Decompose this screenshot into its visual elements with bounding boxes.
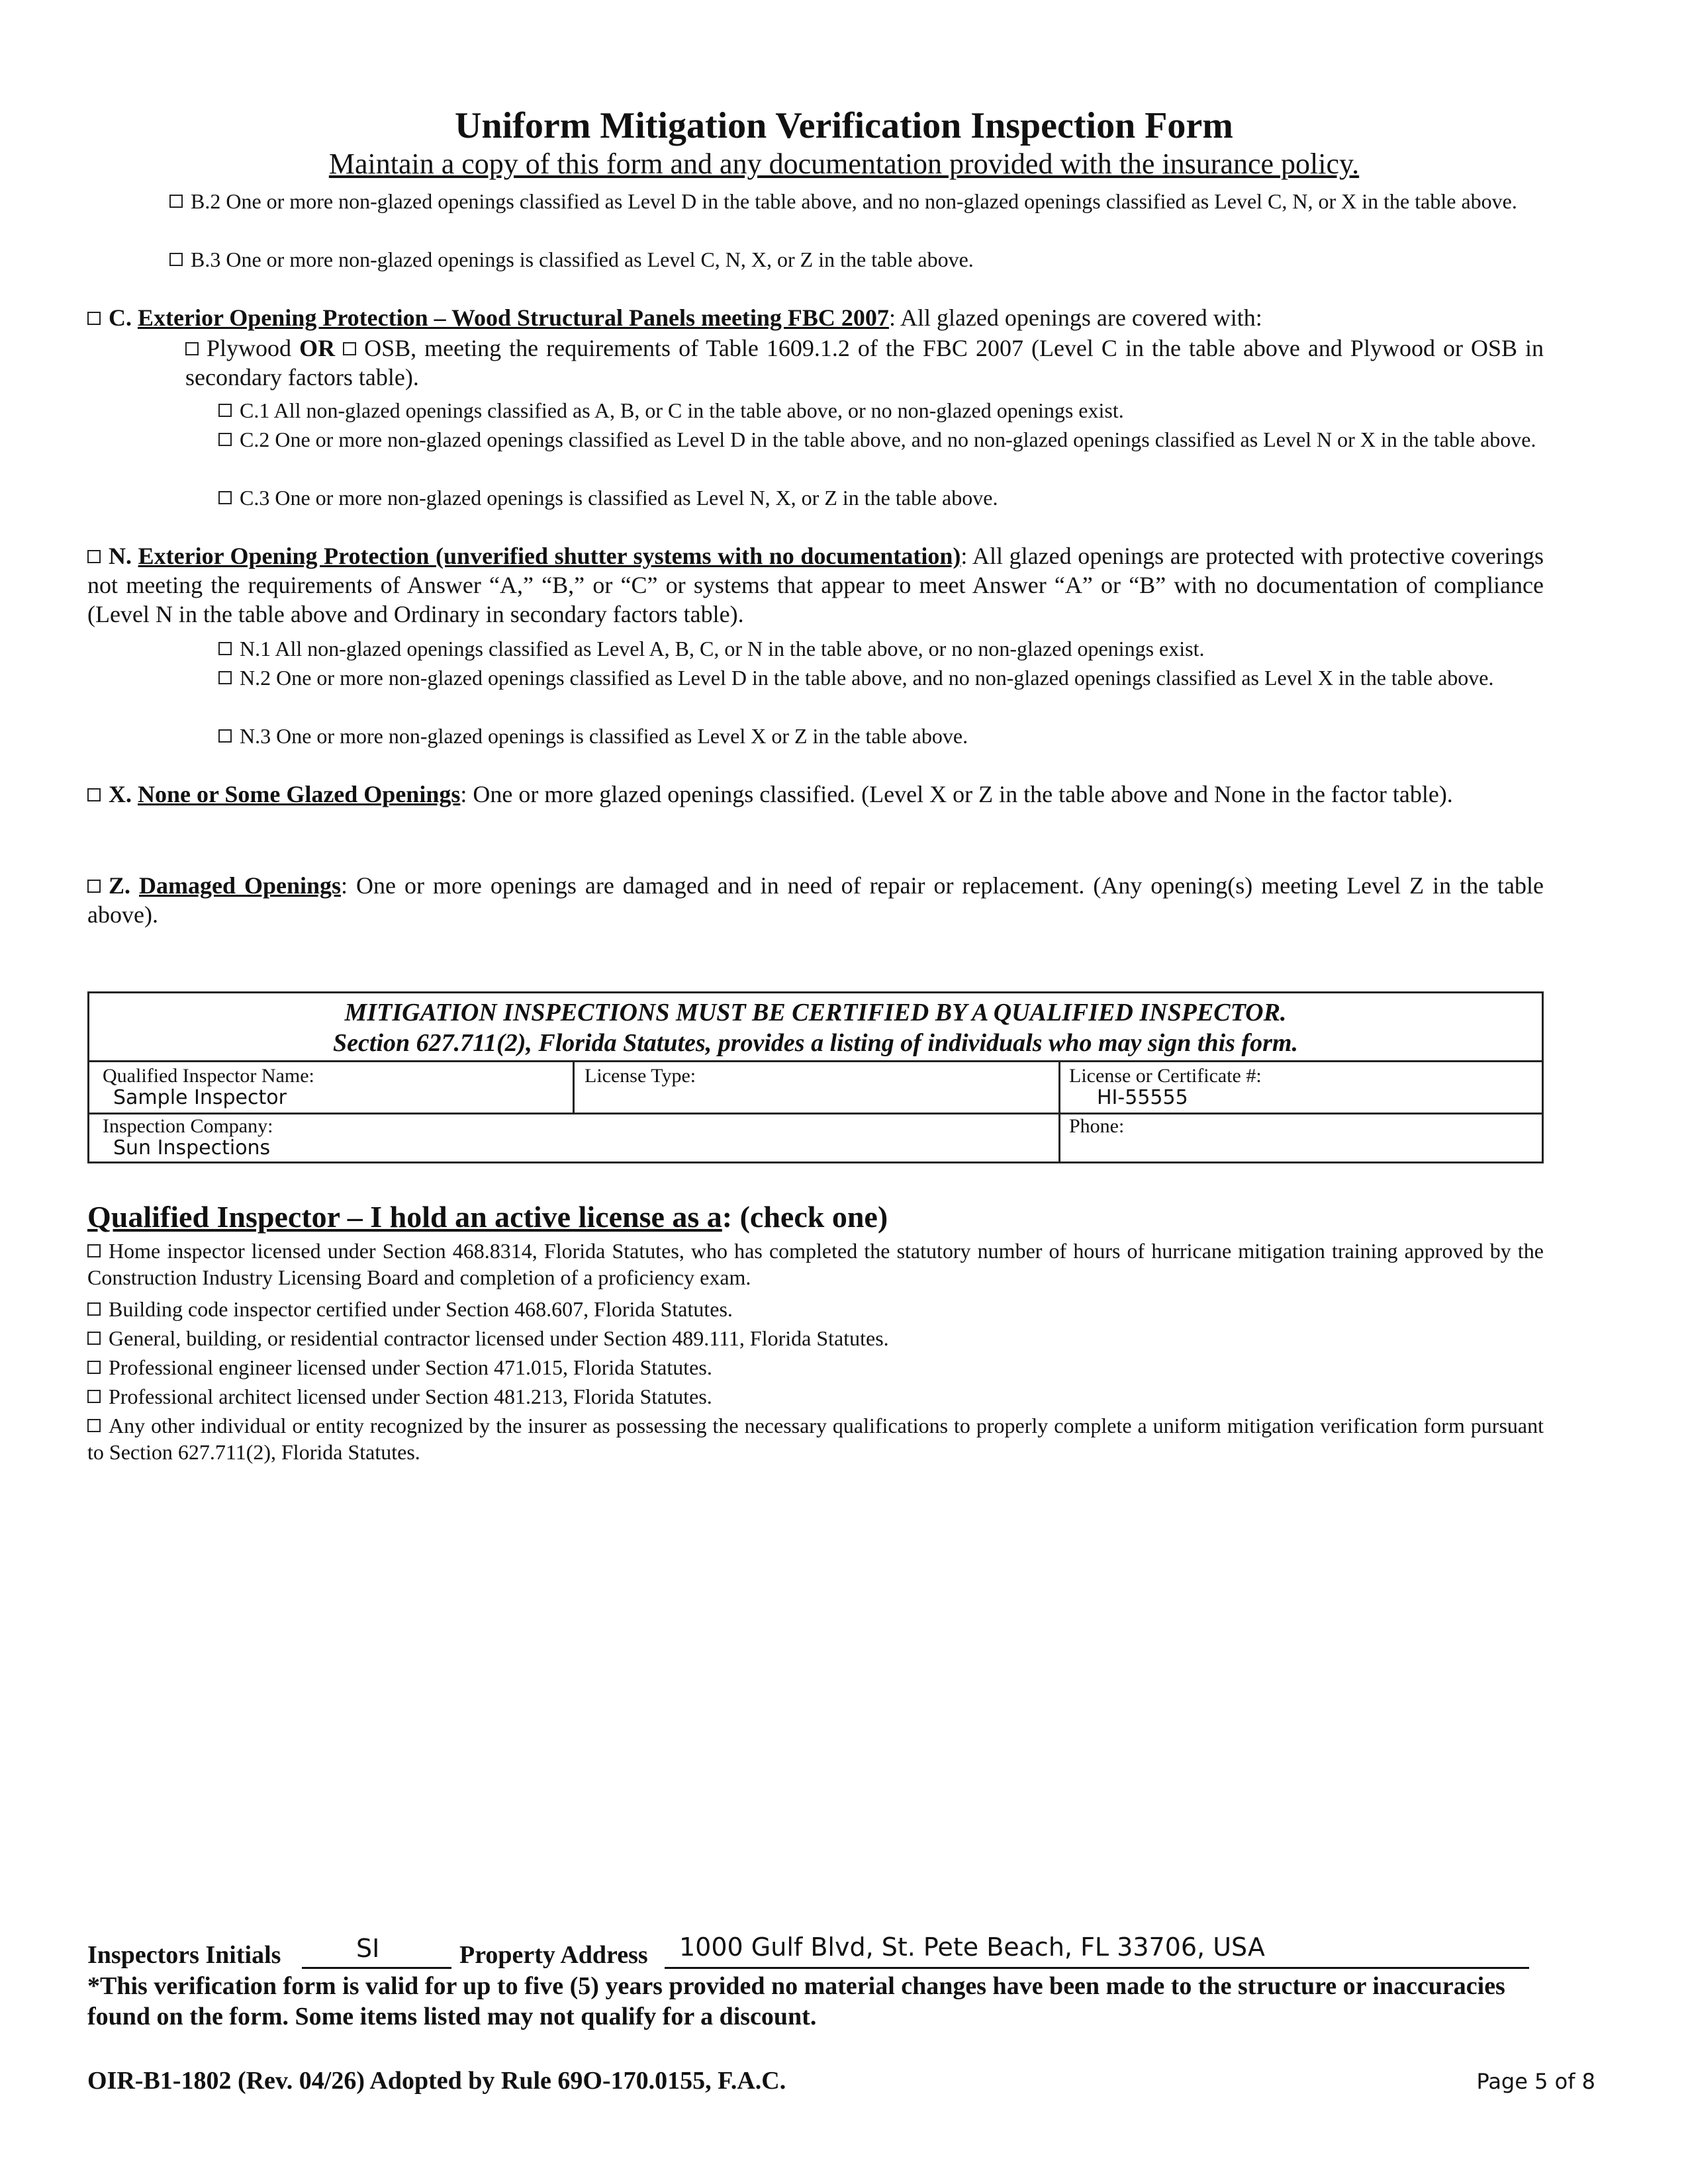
section-x-title: None or Some Glazed Openings xyxy=(138,781,461,807)
contractor-checkbox[interactable] xyxy=(87,1332,101,1345)
option-n2[interactable]: N.2 One or more non-glazed openings classified as Level D in the table above, and no non-glazed openings classified as Level X in the table above. xyxy=(218,664,1544,691)
osb-checkbox[interactable] xyxy=(343,342,356,355)
plywood-checkbox[interactable] xyxy=(185,342,199,355)
option-c2[interactable]: C.2 One or more non-glazed openings classified as Level D in the table above, and no non-glazed openings classified as Level N or X in the table above. xyxy=(218,426,1544,453)
initials-field[interactable]: SI xyxy=(356,1934,380,1963)
form-subtitle: Maintain a copy of this form and any documentation provided with the insurance policy. xyxy=(328,148,1360,180)
option-c3[interactable]: C.3 One or more non-glazed openings is classified as Level N, X, or Z in the table above. xyxy=(218,484,1544,511)
license-option-other[interactable]: Any other individual or entity recognized by the insurer as possessing the necessary qualifications to properly complete a uniform mitigation verification form pursuant to Section 627.711(2), Florida Statutes. xyxy=(87,1414,1544,1464)
address-field[interactable]: 1000 Gulf Blvd, St. Pete Beach, FL 33706, USA xyxy=(679,1933,1265,1962)
license-type-label: License Type: xyxy=(585,1065,696,1087)
option-b2[interactable]: B.2 One or more non-glazed openings classified as Level D in the table above, and no non-glazed openings classified as Level C, N, or X in the table above. xyxy=(169,188,1544,214)
phone-label: Phone: xyxy=(1069,1115,1125,1137)
section-c-title: Exterior Opening Protection – Wood Structural Panels meeting FBC 2007 xyxy=(138,304,889,331)
b3-checkbox[interactable] xyxy=(169,253,183,266)
section-n-title: Exterior Opening Protection (unverified shutter systems with no documentation) xyxy=(138,543,961,569)
page-number: Page 5 of 8 xyxy=(1476,2069,1595,2094)
company-field[interactable]: Sun Inspections xyxy=(113,1136,271,1160)
certification-box xyxy=(87,991,1544,1163)
option-n1[interactable]: N.1 All non-glazed openings classified as Level A, B, C, or N in the table above, or no non-glazed openings exist. xyxy=(218,635,1544,662)
form-id: OIR-B1-1802 (Rev. 04/26) Adopted by Rule 69O-170.0155, F.A.C. xyxy=(87,2067,786,2095)
option-c1[interactable]: C.1 All non-glazed openings classified as A, B, or C in the table above, or no non-glazed openings exist. xyxy=(218,397,1544,424)
initials-label: Inspectors Initials xyxy=(87,1941,281,1969)
engineer-checkbox[interactable] xyxy=(87,1361,101,1374)
c3-checkbox[interactable] xyxy=(218,491,232,504)
c-checkbox[interactable] xyxy=(87,312,101,325)
form-title: Uniform Mitigation Verification Inspection Form xyxy=(455,105,1233,146)
section-z: Z. Damaged Openings: One or more openings are damaged and in need of repair or replacement. (Any opening(s) meeting Level Z in the table above). xyxy=(87,872,1544,928)
validity-note: *This verification form is valid for up to five (5) years provided no material changes have been made to the structure or inaccuracies found on the form. Some items listed may not qualify for a discount. xyxy=(87,1972,1505,2030)
address-label: Property Address xyxy=(459,1941,648,1969)
license-option-architect[interactable]: Professional architect licensed under Section 481.213, Florida Statutes. xyxy=(87,1383,1544,1410)
inspector-name-label: Qualified Inspector Name: xyxy=(103,1065,314,1087)
section-c-material: Plywood OR OSB, meeting the requirements of Table 1609.1.2 of the FBC 2007 (Level C in the table above and Plywood or OSB in secondary factors table). xyxy=(185,335,1544,390)
b2-checkbox[interactable] xyxy=(169,195,183,208)
n1-checkbox[interactable] xyxy=(218,642,232,655)
section-x: X. None or Some Glazed Openings: One or more glazed openings classified. (Level X or Z in the table above and None in the factor table). xyxy=(87,780,1544,809)
other-checkbox[interactable] xyxy=(87,1419,101,1432)
license-option-contractor[interactable]: General, building, or residential contractor licensed under Section 489.111, Florida Statutes. xyxy=(87,1325,1544,1351)
home-inspector-checkbox[interactable] xyxy=(87,1244,101,1257)
company-label: Inspection Company: xyxy=(103,1115,273,1137)
table-divider xyxy=(573,1062,575,1113)
section-z-title: Damaged Openings xyxy=(139,872,342,899)
n3-checkbox[interactable] xyxy=(218,729,232,743)
address-underline xyxy=(665,1967,1529,1969)
c2-checkbox[interactable] xyxy=(218,433,232,446)
option-n3[interactable]: N.3 One or more non-glazed openings is classified as Level X or Z in the table above. xyxy=(218,723,1544,749)
architect-checkbox[interactable] xyxy=(87,1390,101,1403)
c1-checkbox[interactable] xyxy=(218,404,232,417)
table-divider xyxy=(1058,1062,1060,1163)
building-code-checkbox[interactable] xyxy=(87,1302,101,1316)
n-checkbox[interactable] xyxy=(87,550,101,563)
qualified-inspector-heading: Qualified Inspector – I hold an active license as a: (check one) xyxy=(87,1200,888,1234)
table-divider xyxy=(89,1113,1542,1115)
section-c-heading: C. Exterior Opening Protection – Wood Structural Panels meeting FBC 2007: All glazed openings are covered with: xyxy=(87,303,1544,332)
option-b3[interactable]: B.3 One or more non-glazed openings is classified as Level C, N, X, or Z in the table above. xyxy=(169,246,1544,273)
license-number-label: License or Certificate #: xyxy=(1069,1065,1262,1087)
x-checkbox[interactable] xyxy=(87,788,101,801)
z-checkbox[interactable] xyxy=(87,880,101,893)
section-n-heading: N. Exterior Opening Protection (unverified shutter systems with no documentation): All glazed openings are protected with protective coverings not meeting the requirements of Answer “A,” “B,” or “C” or systems that appear to meet Answer “A” or “B” with no documentation of compliance (Level N in the table above and Ordinary in secondary factors table). xyxy=(87,543,1544,627)
license-option-building-code[interactable]: Building code inspector certified under Section 468.607, Florida Statutes. xyxy=(87,1296,1544,1322)
license-option-home-inspector[interactable]: Home inspector licensed under Section 468.8314, Florida Statutes, who has completed the statutory number of hours of hurricane mitigation training approved by the Construction Industry Licensing Board and completion of a proficiency exam. xyxy=(87,1239,1544,1289)
initials-underline xyxy=(302,1967,451,1969)
certification-header: MITIGATION INSPECTIONS MUST BE CERTIFIED BY A QUALIFIED INSPECTOR. Section 627.711(2), Florida Statutes, provides a listing of individuals who may sign this form. xyxy=(89,993,1542,1062)
n2-checkbox[interactable] xyxy=(218,671,232,684)
inspector-name-field[interactable]: Sample Inspector xyxy=(113,1086,287,1109)
license-option-engineer[interactable]: Professional engineer licensed under Section 471.015, Florida Statutes. xyxy=(87,1354,1544,1381)
license-number-field[interactable]: HI-55555 xyxy=(1097,1086,1188,1109)
